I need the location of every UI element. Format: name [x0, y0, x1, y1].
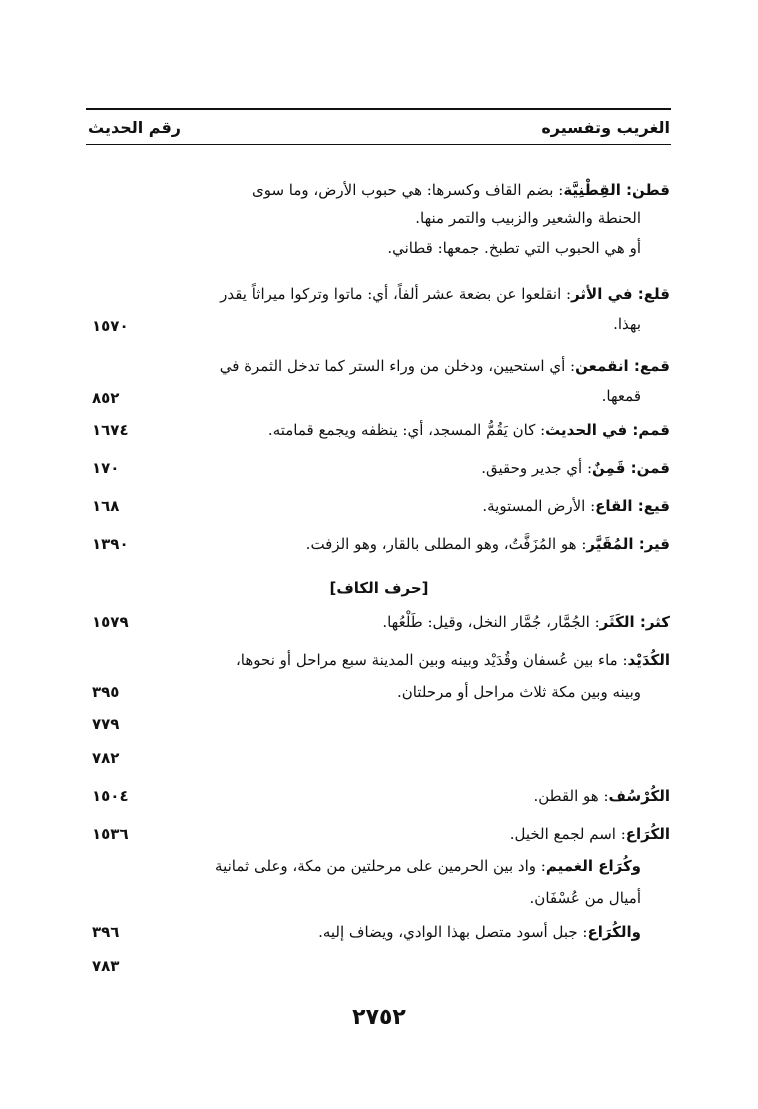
entry-definition: : الجُمَّار، جُمَّار النخل، وقيل: طَلْعُها. — [382, 613, 600, 631]
entry-line — [481, 458, 670, 478]
entry-definition: : جبل أسود متصل بهذا الوادي، ويضاف إليه. — [318, 923, 588, 941]
entry-line — [533, 786, 670, 806]
entry-line — [530, 888, 641, 908]
running-header-title: الغريب وتفسيره — [541, 118, 670, 137]
hadith-number: ٧٨٢ — [92, 749, 120, 767]
entry-line — [387, 238, 641, 258]
entry-definition: : واد بين الحرمين على مرحلتين من مكة، وعلى ثمانية — [215, 857, 546, 875]
entry-definition: : اسم لجمع الخيل. — [509, 825, 626, 843]
hadith-number: ٧٨٣ — [92, 957, 120, 975]
entry-headword: الكُرْسُف — [608, 787, 670, 805]
entry-headword: كثر: الكَثَر — [599, 613, 670, 631]
entry-headword: قيع: القاع — [595, 497, 670, 515]
entry-definition: : ماء بين عُسفان وقُدَيْد وبينه وبين المدينة سبع مراحل أو نحوها، — [235, 651, 628, 669]
entry-line — [220, 356, 670, 376]
entry-headword: وكُرَاع الغميم — [545, 857, 641, 875]
entry-headword: والكُرَاع — [587, 923, 641, 941]
entry-definition: الحنطة والشعير والزبيب والتمر منها. — [415, 209, 641, 227]
entry-definition: : انقلعوا عن بضعة عشر ألفاً، أي: ماتوا وتركوا ميراثاً يقدر — [220, 285, 572, 303]
entry-line — [482, 496, 670, 516]
hadith-number: ١٣٩٠ — [92, 535, 129, 553]
entry-line — [252, 180, 670, 200]
section-heading: [حرف الكاف] — [329, 579, 429, 597]
hadith-number: ١٧٠ — [92, 459, 120, 477]
entry-definition: : أي جدير وحقيق. — [481, 459, 593, 477]
entry-definition: أو هي الحبوب التي تطبخ. جمعها: قطاني. — [387, 239, 641, 257]
entry-line — [215, 856, 641, 876]
entry-definition: : هو القطن. — [533, 787, 609, 805]
entry-line — [318, 922, 641, 942]
entry-definition: وبينه وبين مكة ثلاث مراحل أو مرحلتان. — [396, 683, 641, 701]
entry-line — [220, 284, 670, 304]
entry-definition: بهذا. — [613, 315, 641, 333]
entry-line — [236, 650, 670, 670]
entry-line — [613, 314, 641, 334]
entry-definition: قمعها. — [601, 387, 641, 405]
entry-definition: : أي استحيين، ودخلن من وراء الستر كما تدخل الثمرة في — [219, 357, 576, 375]
entry-line — [382, 612, 670, 632]
hadith-number: ١٥٧٩ — [92, 613, 129, 631]
entry-headword: قير: المُقَيَّر — [586, 535, 670, 553]
hadith-number: ١٦٧٤ — [92, 421, 129, 439]
entry-line — [602, 386, 641, 406]
hadith-number: ١٦٨ — [92, 497, 120, 515]
hadith-number: ٧٧٩ — [92, 715, 120, 733]
entry-line — [510, 824, 670, 844]
page-number: ٢٧٥٢ — [352, 1005, 406, 1030]
hadith-number: ١٥٠٤ — [92, 787, 129, 805]
entry-definition: أميال من عُسْفَان. — [529, 889, 641, 907]
entry-line — [397, 682, 641, 702]
entry-headword: الكُرَاع — [625, 825, 670, 843]
entry-definition: : هو المُزَفَّتُ، وهو المطلى بالقار، وهو الزفت. — [305, 535, 587, 553]
entry-headword: قمن: قَمِنٌ — [592, 459, 670, 477]
entry-definition: : بضم القاف وكسرها: هي حبوب الأرض، وما سوى — [251, 181, 564, 199]
entry-line — [268, 420, 670, 440]
header-top-rule — [86, 108, 671, 110]
hadith-number: ٣٩٥ — [92, 683, 120, 701]
running-header-column-label: رقم الحديث — [88, 118, 182, 137]
entry-definition: : كان يَقُمُّ المسجد، أي: ينظفه ويجمع قمامته. — [267, 421, 546, 439]
header-bottom-rule — [86, 144, 671, 145]
entry-definition: : الأرض المستوية. — [482, 497, 596, 515]
entry-headword: قطن: القِطْنِيَّة — [563, 181, 670, 199]
entry-line — [306, 534, 670, 554]
hadith-number: ٨٥٢ — [92, 389, 120, 407]
entry-headword: الكُدَيْد — [627, 651, 670, 669]
entry-headword: قمع: انقمعن — [575, 357, 670, 375]
hadith-number: ١٥٧٠ — [92, 317, 129, 335]
hadith-number: ١٥٣٦ — [92, 825, 129, 843]
hadith-number: ٣٩٦ — [92, 923, 120, 941]
entry-headword: قمم: في الحديث — [545, 421, 670, 439]
entry-line — [415, 208, 641, 228]
entry-headword: قلع: في الأثر — [571, 285, 670, 303]
